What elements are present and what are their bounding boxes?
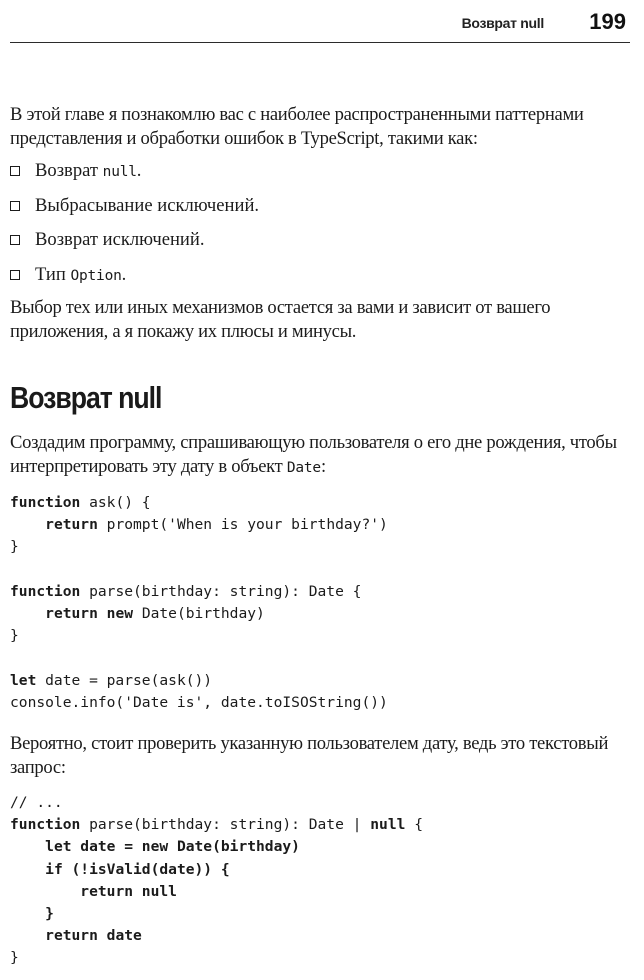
checkbox-bullet-icon (10, 166, 20, 176)
list-item (10, 263, 259, 298)
closing-paragraph: Выбор тех или иных механизмов остается за вами и зависит от вашего приложения, а я покажу их плюсы и минусы. (10, 297, 551, 342)
error-patterns-list (10, 159, 259, 297)
list-item-text: Возврат исключений. (35, 229, 205, 250)
checkbox-bullet-icon (10, 270, 20, 280)
book-page (10, 0, 630, 967)
section-paragraph-2: Вероятно, стоит проверить указанную пользователем дату, ведь это текстовый запрос: (10, 733, 609, 778)
list-item-text: Возврат null. (35, 160, 142, 181)
list-item (10, 228, 259, 263)
intro-paragraph: В этой главе я познакомлю вас с наиболее распространенными паттернами представления и обработки ошибок в TypeScript, такими как: (10, 104, 584, 149)
code-listing-2: // ... function parse(birthday: string): Date | null { let date = new Date(birthday) if (!isValid(date)) { return null } return date } (10, 794, 423, 967)
running-header (10, 0, 630, 43)
code-listing-1: function ask() { return prompt('When is your birthday?') } function parse(birthday: string): Date { return new Date(birthday) } let date = parse(ask()) console.info('Date is', date.toISOString()) (10, 494, 388, 711)
checkbox-bullet-icon (10, 201, 20, 211)
running-header-title: Возврат null (461, 15, 544, 31)
list-item-text: Тип Option. (35, 263, 127, 285)
checkbox-bullet-icon (10, 235, 20, 245)
page-number: 199 (589, 9, 626, 34)
section-heading: Возврат null (10, 380, 162, 415)
section-paragraph-1: Создадим программу, спрашивающую пользователя о его дне рождения, чтобы интерпретировать эту дату в объект Date: (10, 432, 617, 477)
list-item (10, 159, 259, 194)
list-item (10, 194, 259, 229)
list-item-text: Выбрасывание исключений. (35, 194, 260, 216)
